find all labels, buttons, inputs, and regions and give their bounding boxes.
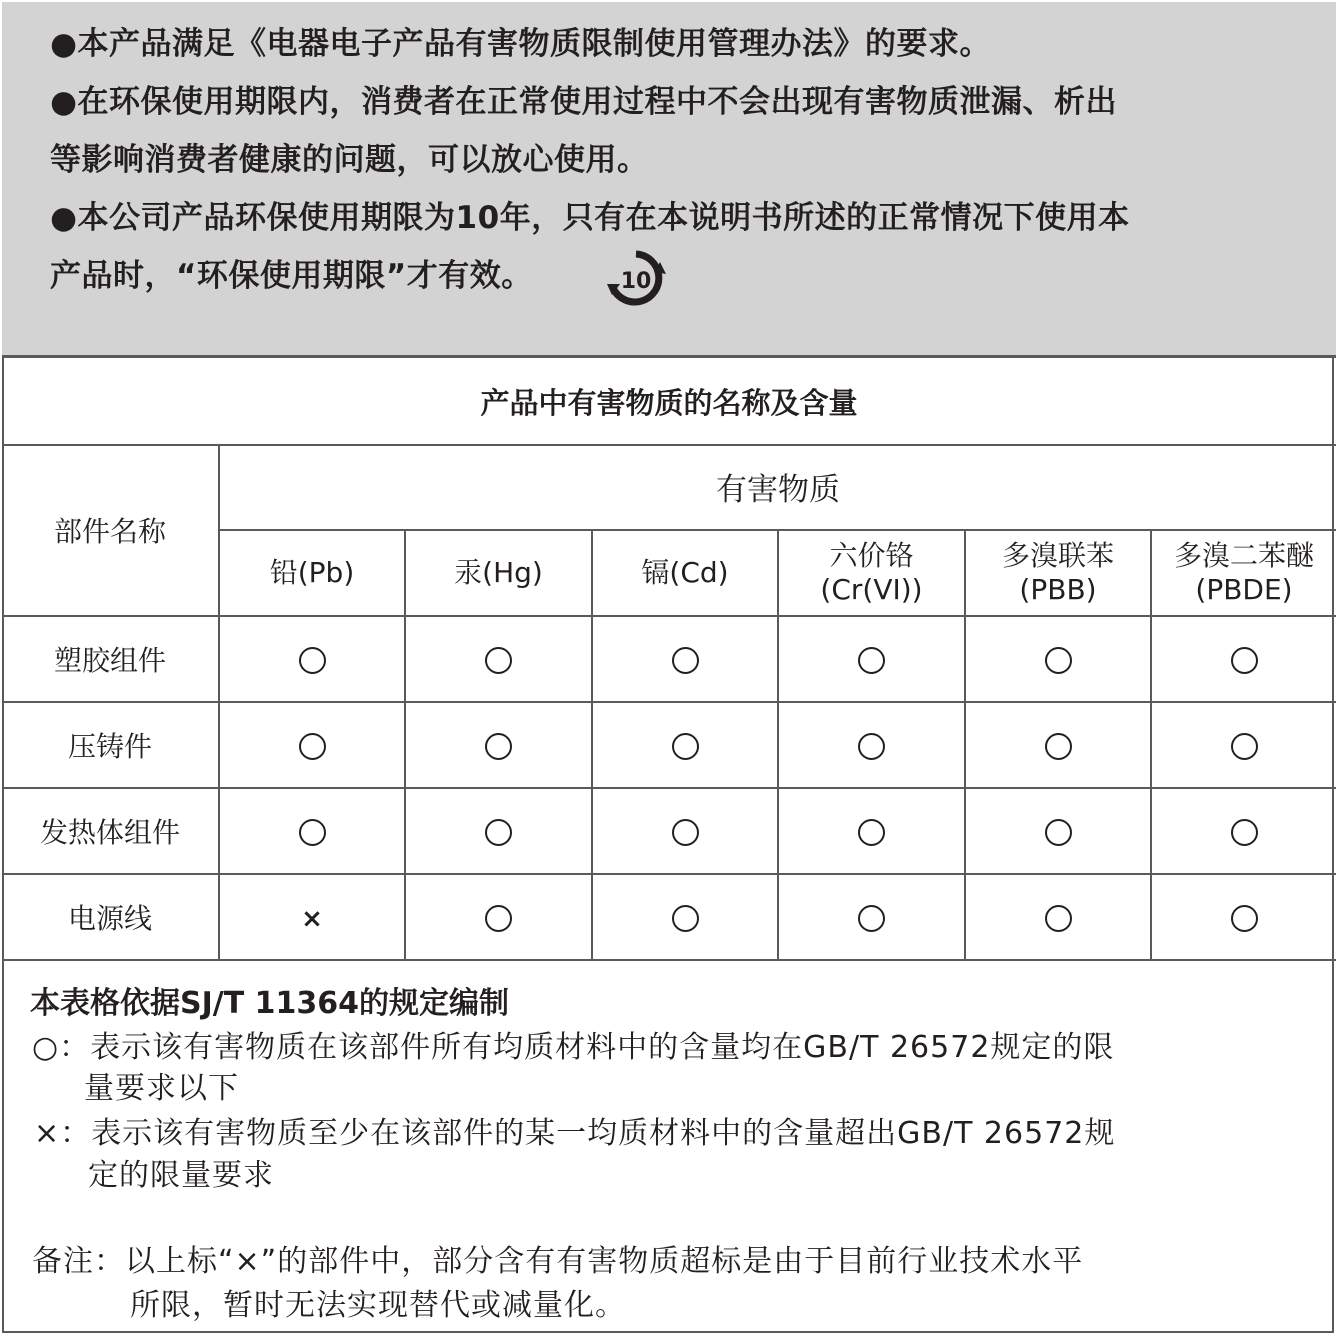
part-name-cell: 塑胶组件 — [2, 616, 219, 702]
compliant-circle-mark — [1231, 647, 1258, 674]
compliant-circle-mark — [1045, 647, 1072, 674]
compliant-circle-mark — [485, 647, 512, 674]
substance-mark-cell — [405, 788, 592, 874]
substance-mark-cell — [592, 702, 778, 788]
column-header: 镉(Cd) — [592, 530, 778, 616]
compliance-notes-panel — [2, 2, 1336, 358]
compliant-circle-mark — [858, 733, 885, 760]
column-header: 多溴二苯醚 (PBDE) — [1151, 530, 1336, 616]
part-name-header: 部件名称 — [2, 444, 219, 616]
exceeds-cross-mark: × — [301, 903, 323, 934]
compliant-circle-mark — [672, 733, 699, 760]
column-header: 铅(Pb) — [219, 530, 405, 616]
note-line-2b: 等影响消费者健康的问题，可以放心使用。 — [50, 142, 649, 178]
substance-mark-cell — [219, 788, 405, 874]
circle-legend-line-1: ○：表示该有害物质在该部件所有均质材料中的含量均在GB/T 26572规定的限 — [32, 1030, 1115, 1065]
compliant-circle-mark — [672, 647, 699, 674]
substance-mark-cell — [219, 702, 405, 788]
substance-mark-cell — [1151, 788, 1336, 874]
substance-mark-cell — [592, 616, 778, 702]
compliant-circle-mark — [858, 647, 885, 674]
column-header: 六价铬 (Cr(VI)) — [778, 530, 965, 616]
table-row — [2, 616, 1336, 702]
table-row — [2, 788, 1336, 874]
table-title: 产品中有害物质的名称及含量 — [2, 358, 1336, 446]
column-header: 多溴联苯 (PBB) — [965, 530, 1151, 616]
substance-mark-cell — [965, 702, 1151, 788]
cross-legend-line-2: 定的限量要求 — [88, 1158, 274, 1193]
part-name-cell: 电源线 — [2, 874, 219, 960]
compliant-circle-mark — [1045, 733, 1072, 760]
substance-header: 有害物质 — [219, 444, 1336, 530]
substance-mark-cell — [219, 874, 405, 960]
compliant-circle-mark — [858, 819, 885, 846]
compliant-circle-mark — [299, 647, 326, 674]
substance-mark-cell — [592, 874, 778, 960]
table-row — [2, 702, 1336, 788]
note-line-3a: ●本公司产品环保使用期限为10年，只有在本说明书所述的正常情况下使用本 — [50, 200, 1130, 236]
substance-mark-cell — [778, 874, 965, 960]
substance-mark-cell — [778, 702, 965, 788]
compliant-circle-mark — [1045, 819, 1072, 846]
substance-mark-cell — [1151, 874, 1336, 960]
hazardous-substance-table — [2, 444, 1336, 961]
substance-mark-cell — [405, 702, 592, 788]
note-line-3b: 产品时，“环保使用期限”才有效。 — [50, 258, 533, 294]
substance-mark-cell — [405, 874, 592, 960]
substance-mark-cell — [965, 616, 1151, 702]
substance-mark-cell — [1151, 616, 1336, 702]
remark-line-2: 所限，暂时无法实现替代或减量化。 — [130, 1288, 626, 1323]
compliant-circle-mark — [672, 819, 699, 846]
environmental-protection-period-logo-icon — [604, 248, 668, 308]
circle-legend-line-2: 量要求以下 — [84, 1071, 239, 1106]
compliant-circle-mark — [299, 819, 326, 846]
substance-mark-cell — [778, 616, 965, 702]
compliant-circle-mark — [1231, 733, 1258, 760]
compliant-circle-mark — [485, 733, 512, 760]
compliant-circle-mark — [485, 819, 512, 846]
part-name-cell: 发热体组件 — [2, 788, 219, 874]
table-row — [2, 874, 1336, 960]
substance-mark-cell — [592, 788, 778, 874]
note-line-2a: ●在环保使用期限内，消费者在正常使用过程中不会出现有害物质泄漏、析出 — [50, 84, 1118, 120]
substance-mark-cell — [1151, 702, 1336, 788]
compliant-circle-mark — [299, 733, 326, 760]
compliant-circle-mark — [485, 905, 512, 932]
substance-mark-cell — [778, 788, 965, 874]
compliant-circle-mark — [1231, 905, 1258, 932]
cross-legend-line-1: ×：表示该有害物质至少在该部件的某一均质材料中的含量超出GB/T 26572规 — [34, 1116, 1116, 1151]
part-name-cell: 压铸件 — [2, 702, 219, 788]
substance-mark-cell — [965, 874, 1151, 960]
remark-line-1: 备注：以上标“×”的部件中，部分含有有害物质超标是由于目前行业技术水平 — [32, 1244, 1084, 1279]
substance-mark-cell — [219, 616, 405, 702]
logo-number: 10 — [620, 269, 652, 294]
note-line-1: ●本产品满足《电器电子产品有害物质限制使用管理办法》的要求。 — [50, 26, 992, 62]
compliant-circle-mark — [1045, 905, 1072, 932]
substance-mark-cell — [965, 788, 1151, 874]
column-header: 汞(Hg) — [405, 530, 592, 616]
compliant-circle-mark — [858, 905, 885, 932]
compliant-circle-mark — [672, 905, 699, 932]
standard-reference-title: 本表格依据SJ/T 11364的规定编制 — [30, 986, 510, 1021]
compliant-circle-mark — [1231, 819, 1258, 846]
substance-mark-cell — [405, 616, 592, 702]
